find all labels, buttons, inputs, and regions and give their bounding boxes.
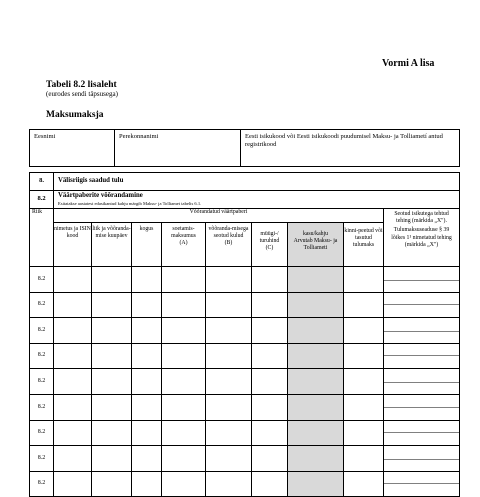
data-cell[interactable] <box>162 292 206 318</box>
data-cell[interactable] <box>206 446 252 472</box>
data-cell[interactable] <box>54 318 92 344</box>
col-withheld: kinni-peetud või tasutud tulumaks <box>344 223 384 267</box>
row-section-cell: 8.2 <box>30 369 54 395</box>
section-8-title: Välisriigis saadud tulu <box>54 173 460 191</box>
data-cell[interactable] <box>54 343 92 369</box>
data-cell[interactable] <box>132 394 162 420</box>
data-cell[interactable] <box>344 343 384 369</box>
data-cell[interactable] <box>344 446 384 472</box>
data-cell[interactable] <box>54 267 92 293</box>
data-cell[interactable] <box>344 471 384 497</box>
gain-loss-cell <box>288 267 344 293</box>
data-cell[interactable] <box>92 267 132 293</box>
row-section-cell: 8.2 <box>30 343 54 369</box>
data-cell[interactable] <box>162 420 206 446</box>
data-cell[interactable] <box>132 471 162 497</box>
data-cell[interactable] <box>92 471 132 497</box>
col-sale-price: müügi-/ turuhind (C) <box>252 223 288 267</box>
last-name-field[interactable] <box>115 130 241 167</box>
table-row <box>30 420 460 446</box>
form-label: Vormi A lisa <box>382 58 435 69</box>
payer-table <box>29 129 460 167</box>
data-cell[interactable] <box>132 446 162 472</box>
data-cell[interactable] <box>92 420 132 446</box>
data-cell[interactable] <box>92 318 132 344</box>
gain-loss-cell <box>288 446 344 472</box>
gain-loss-cell <box>288 292 344 318</box>
col-acquisition: soetamis-maksumus (A) <box>162 223 206 267</box>
data-cell[interactable] <box>252 394 288 420</box>
table-row <box>30 318 460 344</box>
data-cell[interactable] <box>206 471 252 497</box>
data-cell[interactable] <box>252 292 288 318</box>
table-row <box>30 471 460 497</box>
data-cell[interactable] <box>344 394 384 420</box>
data-cell[interactable] <box>54 394 92 420</box>
table-row <box>30 292 460 318</box>
data-cell[interactable] <box>344 369 384 395</box>
table-row <box>30 446 460 472</box>
data-cell[interactable] <box>252 343 288 369</box>
gain-loss-cell <box>288 420 344 446</box>
col-type-date: liik ja võõranda-mise kuupäev <box>92 223 132 267</box>
table-row <box>30 267 460 293</box>
col-gain-loss: kasu/kahju Arvutab Maksu- ja Tolliameti <box>288 223 344 267</box>
gain-loss-cell <box>288 343 344 369</box>
data-cell[interactable] <box>252 446 288 472</box>
related-checkbox-cell[interactable] <box>384 446 460 472</box>
data-cell[interactable] <box>206 420 252 446</box>
col-related: Seotud isikutega tehtud tehing (märkida „X"). Tulumaksuseaduse § 39 lõikes 1¹ nimetatud tehing (märkida „X") <box>384 209 460 267</box>
data-cell[interactable] <box>206 318 252 344</box>
gain-loss-cell <box>288 394 344 420</box>
data-cell[interactable] <box>54 471 92 497</box>
row-section-cell: 8.2 <box>30 471 54 497</box>
table-row <box>30 343 460 369</box>
data-cell[interactable] <box>252 420 288 446</box>
data-cell[interactable] <box>132 292 162 318</box>
data-cell[interactable] <box>132 318 162 344</box>
row-section-cell: 8.2 <box>30 318 54 344</box>
securities-table <box>29 172 460 497</box>
row-section-cell: 8.2 <box>30 394 54 420</box>
data-cell[interactable] <box>92 343 132 369</box>
data-cell[interactable] <box>162 471 206 497</box>
related-checkbox-cell[interactable] <box>384 369 460 395</box>
data-cell[interactable] <box>92 394 132 420</box>
data-cell[interactable] <box>344 292 384 318</box>
gain-loss-cell <box>288 369 344 395</box>
section-82-number: 8.2 <box>30 191 54 209</box>
data-cell[interactable] <box>344 318 384 344</box>
sheet-subtitle: (eurodes sendi täpsusega) <box>46 90 118 98</box>
data-cell[interactable] <box>54 292 92 318</box>
data-cell[interactable] <box>92 446 132 472</box>
related-checkbox-cell[interactable] <box>384 267 460 293</box>
data-cell[interactable] <box>162 446 206 472</box>
data-cell[interactable] <box>252 471 288 497</box>
data-cell[interactable] <box>206 267 252 293</box>
data-cell[interactable] <box>252 318 288 344</box>
data-cell[interactable] <box>162 394 206 420</box>
data-cell[interactable] <box>162 318 206 344</box>
related-checkbox-cell[interactable] <box>384 471 460 497</box>
col-costs: võõranda-misega seotud kulud (B) <box>206 223 252 267</box>
first-name-label: Eesnimi <box>34 133 56 140</box>
first-name-field[interactable] <box>30 130 115 167</box>
payer-heading: Maksumaksja <box>46 110 104 120</box>
section-82-title: Väärtpaberite võõrandamine Esitatakse aastatest edasikantud kahju märgib Maksu- ja Tolliamet tabelis 6.1. <box>54 191 460 209</box>
data-cell[interactable] <box>54 420 92 446</box>
data-cell[interactable] <box>162 267 206 293</box>
data-cell[interactable] <box>344 420 384 446</box>
data-cell[interactable] <box>132 369 162 395</box>
data-cell[interactable] <box>162 343 206 369</box>
related-checkbox-cell[interactable] <box>384 318 460 344</box>
data-cell[interactable] <box>252 369 288 395</box>
data-cell[interactable] <box>344 267 384 293</box>
table-row <box>30 369 460 395</box>
data-cell[interactable] <box>162 369 206 395</box>
data-cell[interactable] <box>252 267 288 293</box>
data-cell[interactable] <box>54 446 92 472</box>
related-checkbox-cell[interactable] <box>384 420 460 446</box>
data-cell[interactable] <box>132 420 162 446</box>
section-82-note: Esitatakse aastatest edasikantud kahju märgib Maksu- ja Tolliamet tabelis 6.1. <box>58 200 202 206</box>
data-cell[interactable] <box>132 343 162 369</box>
gain-loss-cell <box>288 471 344 497</box>
related-checkbox-cell[interactable] <box>384 343 460 369</box>
table-row <box>30 394 460 420</box>
last-name-label: Perekonnanimi <box>119 133 159 140</box>
row-section-cell: 8.2 <box>30 446 54 472</box>
col-country: Riik <box>30 209 54 267</box>
row-section-cell: 8.2 <box>30 420 54 446</box>
data-cell[interactable] <box>206 343 252 369</box>
col-name-isin: nimetus ja ISIN kood <box>54 223 92 267</box>
sheet-title: Tabeli 8.2 lisaleht <box>46 80 117 90</box>
data-cell[interactable] <box>206 369 252 395</box>
data-cell[interactable] <box>206 292 252 318</box>
col-quantity: kogus <box>132 223 162 267</box>
id-code-label: Eesti isikukood või Eesti isikukoodi puudumisel Maksu- ja Tolliametí antud registrikood <box>245 133 443 149</box>
related-checkbox-cell[interactable] <box>384 394 460 420</box>
row-section-cell: 8.2 <box>30 267 54 293</box>
data-cell[interactable] <box>92 369 132 395</box>
row-section-cell: 8.2 <box>30 292 54 318</box>
gain-loss-cell <box>288 318 344 344</box>
related-checkbox-cell[interactable] <box>384 292 460 318</box>
data-cell[interactable] <box>206 394 252 420</box>
id-code-field[interactable] <box>241 130 460 167</box>
section-8-number: 8. <box>30 173 54 191</box>
data-cell[interactable] <box>92 292 132 318</box>
data-cell[interactable] <box>132 267 162 293</box>
data-cell[interactable] <box>54 369 92 395</box>
col-securities: Võõrandatud väärtpaberi <box>54 209 384 223</box>
